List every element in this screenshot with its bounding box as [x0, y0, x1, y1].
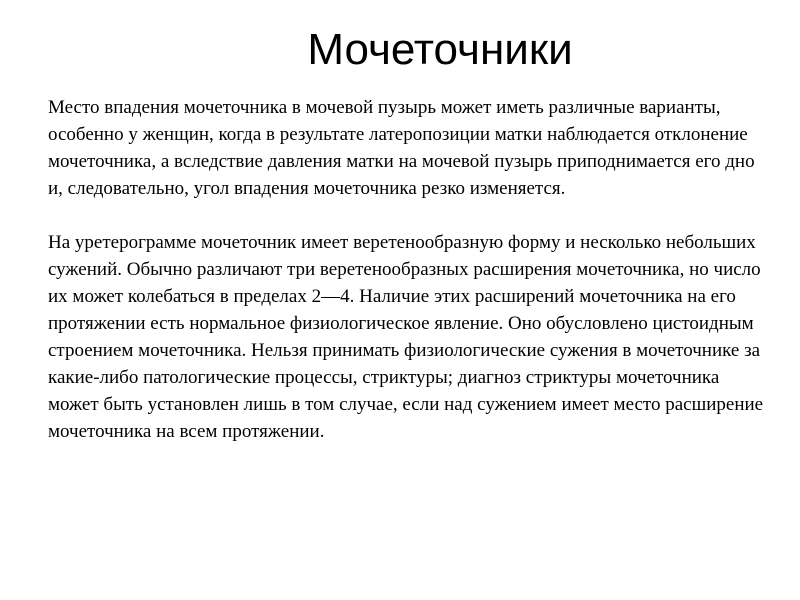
slide-body	[48, 94, 768, 445]
slide-title: Мочеточники	[307, 25, 573, 74]
paragraph-ureter-entry: Место впадения мочеточника в мочевой пузырь может иметь различные варианты, особенно у женщин, когда в результате латеропозиции матки наблюдается отклонение мочеточника, а вследствие давления матки на мочевой пузырь приподнимается его дно и, следовательно, угол впадения мочеточника резко изменяется.	[48, 97, 755, 199]
paragraph-ureterogram: На уретерограмме мочеточник имеет веретенообразную форму и несколько небольших сужений. Обычно различают три веретенообразных расширения мочеточника, но число их может колебаться в пределах 2—4. Наличие этих расширений мочеточника на его протяжении есть нормальное физиологическое явление. Оно обусловлено цистоидным строением мочеточника. Нельзя принимать физиологические сужения в мочеточнике за какие-либо патологические процессы, стриктуры; диагноз стриктуры мочеточника может быть установлен лишь в том случае, если над сужением имеет место расширение мочеточника на всем протяжении.	[48, 232, 764, 442]
